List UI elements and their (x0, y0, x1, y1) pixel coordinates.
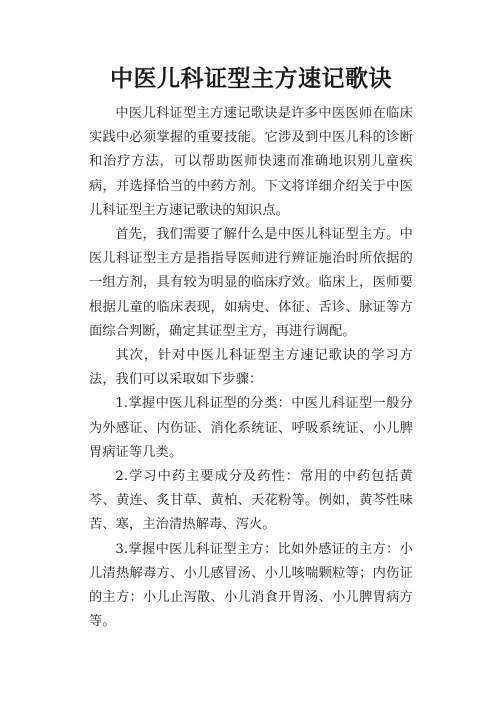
paragraph-step-2: 2.学习中药主要成分及药性：常用的中药包括黄芩、黄连、炙甘草、黄柏、天花粉等。例如，黄芩性味苦、寒，主治清热解毒、泻火。 (89, 469, 413, 533)
paragraph-intro: 中医儿科证型主方速记歌诀是许多中医医师在临床实践中必须掌握的重要技能。它涉及到中医儿科的诊断和治疗方法，可以帮助医师快速而准确地识别儿童疾病，并选择恰当的中药方剂。下文将详细介绍关于中医儿科证型主方速记歌诀的知识点。 (89, 106, 413, 218)
paragraph-step-3: 3.掌握中医儿科证型主方：比如外感证的主方：小儿清热解毒方、小儿感冒汤、小儿咳喘颗粒等；内伤证的主方：小儿止泻散、小儿消食开胃汤、小儿脾胃病方等。 (89, 541, 413, 630)
paragraph-definition: 首先，我们需要了解什么是中医儿科证型主方。中医儿科证型主方是指指导医师进行辨证施治时所依据的一组方剂，具有较为明显的临床疗效。临床上，医师要根据儿童的临床表现，如病史、体征、舌诊、脉证等方面综合判断，确定其证型主方，再进行调配。 (89, 227, 413, 339)
paragraph-method-intro: 其次，针对中医儿科证型主方速记歌诀的学习方法，我们可以采取如下步骤： (89, 348, 413, 388)
document-title: 中医儿科证型主方速记歌诀 (110, 66, 392, 92)
paragraph-step-1: 1.掌握中医儿科证型的分类：中医儿科证型一般分为外感证、内伤证、消化系统证、呼吸系统证、小儿脾胃病证等几类。 (89, 396, 413, 460)
